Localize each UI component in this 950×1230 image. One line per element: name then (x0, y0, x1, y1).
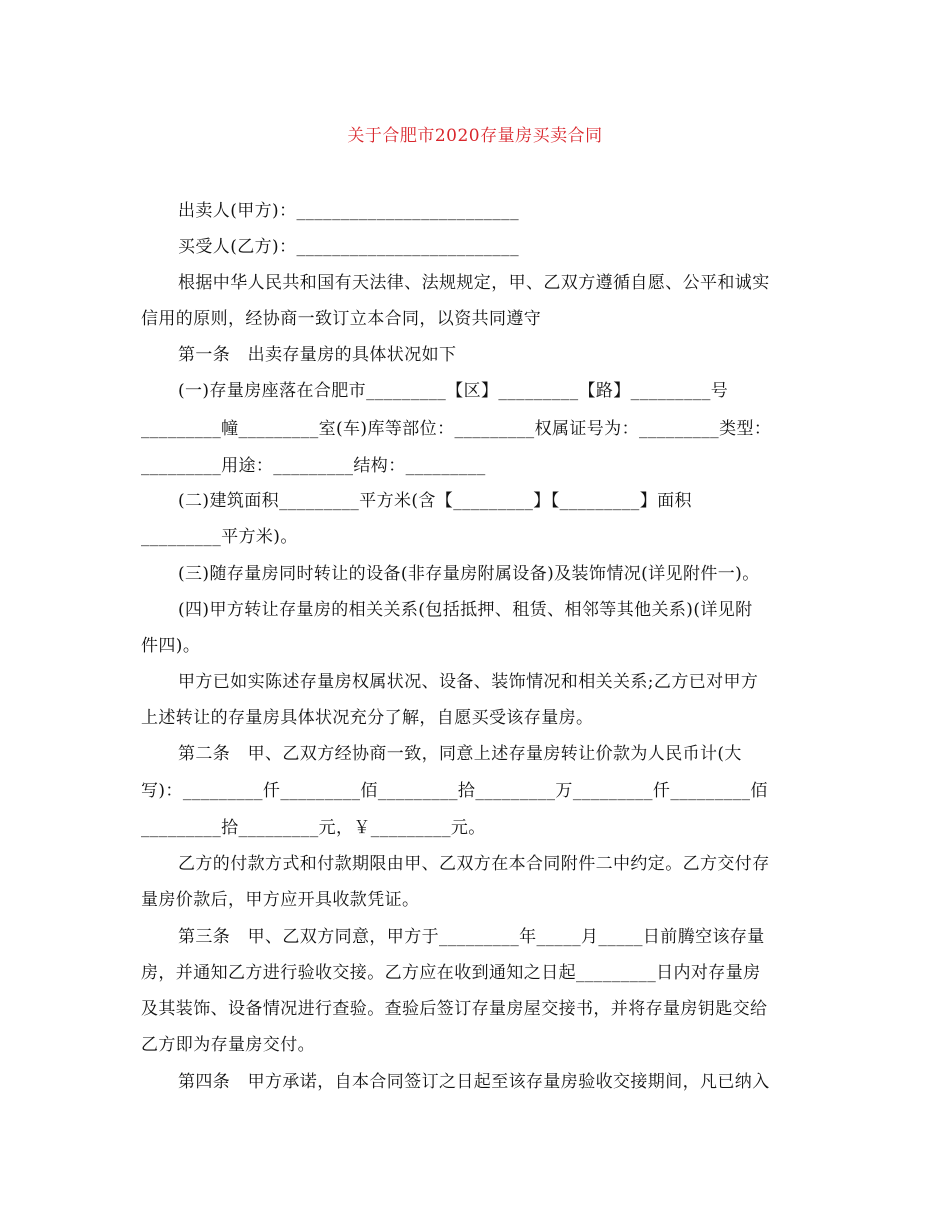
body-line: 房，并通知乙方进行验收交接。乙方应在收到通知之日起_________日内对存量房 (141, 963, 761, 983)
body-line: _________幢_________室(车)库等部位：_________权属证号为：_________类型： (141, 419, 772, 439)
body-line: 上述转让的存量房具体状况充分了解，自愿买受该存量房。 (141, 708, 594, 728)
body-line: _________平方米)。 (141, 527, 298, 547)
body-line: _________用途：_________结构：_________ (141, 456, 486, 476)
body-line: 乙方即为存量房交付。 (141, 1035, 315, 1055)
seller-line: 出卖人(甲方)：_________________________ (178, 201, 519, 221)
body-line: 及其装饰、设备情况进行查验。查验后签订存量房屋交接书，并将存量房钥匙交给 (141, 999, 768, 1019)
body-line: (四)甲方转让存量房的相关关系(包括抵押、租赁、相邻等其他关系)(详见附 (178, 600, 753, 620)
body-line: 写)：_________仟_________佰_________拾_________万_________仟_________佰 (141, 781, 768, 801)
article-3-line: 第三条 甲、乙双方同意，甲方于_________年_____月_____日前腾空该存量 (178, 927, 765, 947)
body-line: _________拾_________元，￥_________元。 (141, 818, 486, 838)
article-1-heading: 第一条 出卖存量房的具体状况如下 (178, 345, 457, 365)
body-line: 信用的原则，经协商一致订立本合同，以资共同遵守 (141, 309, 542, 329)
article-4-line: 第四条 甲方承诺，自本合同签订之日起至该存量房验收交接期间，凡已纳入 (178, 1072, 770, 1092)
document-title: 关于合肥市2020存量房买卖合同 (347, 126, 603, 146)
body-line: 根据中华人民共和国有天法律、法规规定，甲、乙双方遵循自愿、公平和诚实 (178, 273, 770, 293)
body-line: (三)随存量房同时转让的设备(非存量房附属设备)及装饰情况(详见附件一)。 (178, 564, 760, 584)
body-line: 甲方已如实陈述存量房权属状况、设备、装饰情况和相关关系;乙方已对甲方 (178, 672, 759, 692)
buyer-line: 买受人(乙方)：_________________________ (178, 237, 519, 257)
body-line: (二)建筑面积_________平方米(含【_________】【_________】面积 (178, 491, 692, 511)
body-line: 量房价款后，甲方应开具收款凭证。 (141, 890, 420, 910)
article-2-line: 第二条 甲、乙双方经协商一致，同意上述存量房转让价款为人民币计(大 (178, 744, 742, 764)
body-line: (一)存量房座落在合肥市_________【区】_________【路】_________号 (178, 381, 729, 401)
body-line: 件四)。 (141, 636, 201, 656)
body-line: 乙方的付款方式和付款期限由甲、乙双方在本合同附件二中约定。乙方交付存 (178, 854, 770, 874)
